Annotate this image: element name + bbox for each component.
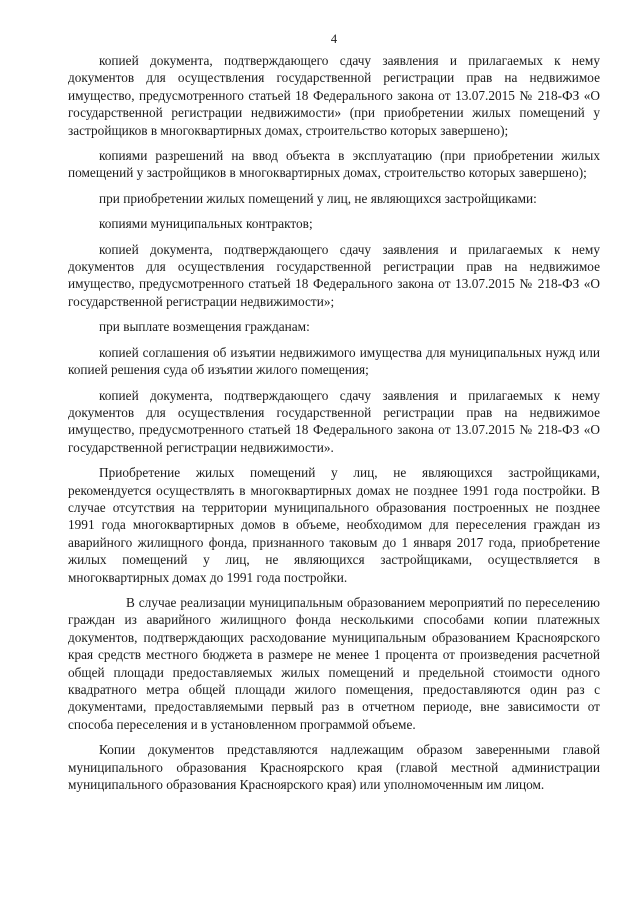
paragraph: В случае реализации муниципальным образованием мероприятий по переселению граждан из аварийного жилищного фонда несколькими способами копии платежных документов, подтверждающих расходование муниципальным образованием Красноярского края средств местного бюджета в размере не менее 1 процента от произведения расчетной общей площади предоставляемых жилых помещений и предельной стоимости одного квадратного метра общей площади жилого помещения, предоставляются один раз с документами, предоставляемыми первый раз в отчетном периоде, вне зависимости от способа переселения и в установленном программой объеме.	[68, 594, 600, 732]
page-number: 4	[330, 32, 338, 46]
paragraph: при приобретении жилых помещений у лиц, не являющихся застройщиками:	[99, 190, 537, 206]
paragraph: Копии документов представляются надлежащим образом заверенными главой муниципального образования Красноярского края (главой местной администрации муниципального образования Красноярского края) или уполномоченным им лицом.	[68, 742, 600, 793]
paragraph: копией документа, подтверждающего сдачу заявления и прилагаемых к нему документов для осуществления государственной регистрации прав на недвижимое имущество, предусмотренного статьей 18 Федерального закона от 13.07.2015 № 218-ФЗ «О государственной регистрации недвижимости»;	[68, 241, 600, 309]
paragraph: копиями муниципальных контрактов;	[99, 216, 313, 232]
document-body	[68, 52, 600, 793]
paragraph: Приобретение жилых помещений у лиц, не являющихся застройщиками, рекомендуется осуществлять в многоквартирных домах не позднее 1991 года постройки. В случае отсутствия на территории муниципального образования построенных не позднее 1991 года многоквартирных домов в объеме, необходимом для переселения граждан из аварийного жилищного фонда, признанного таковым до 1 января 2017 года, приобретение жилых помещений у лиц, не являющихся застройщиками, осуществляется в многоквартирных домах до 1991 года постройки.	[68, 465, 600, 585]
paragraph: копией документа, подтверждающего сдачу заявления и прилагаемых к нему документов для осуществления государственной регистрации прав на недвижимое имущество, предусмотренного статьей 18 Федерального закона от 13.07.2015 № 218-ФЗ «О государственной регистрации недвижимости».	[68, 387, 600, 455]
paragraph: копиями разрешений на ввод объекта в эксплуатацию (при приобретении жилых помещений у застройщиков в многоквартирных домах, строительство которых завершено);	[68, 148, 600, 181]
paragraph: копией документа, подтверждающего сдачу заявления и прилагаемых к нему документов для осуществления государственной регистрации прав на недвижимое имущество, предусмотренного статьей 18 Федерального закона от 13.07.2015 № 218-ФЗ «О государственной регистрации недвижимости» (при приобретении жилых помещений у застройщиков в многоквартирных домах, строительство которых завершено);	[68, 53, 600, 138]
paragraph: копией соглашения об изъятии недвижимого имущества для муниципальных нужд или копией решения суда об изъятии жилого помещения;	[68, 344, 600, 378]
paragraph: при выплате возмещения гражданам:	[99, 319, 310, 335]
